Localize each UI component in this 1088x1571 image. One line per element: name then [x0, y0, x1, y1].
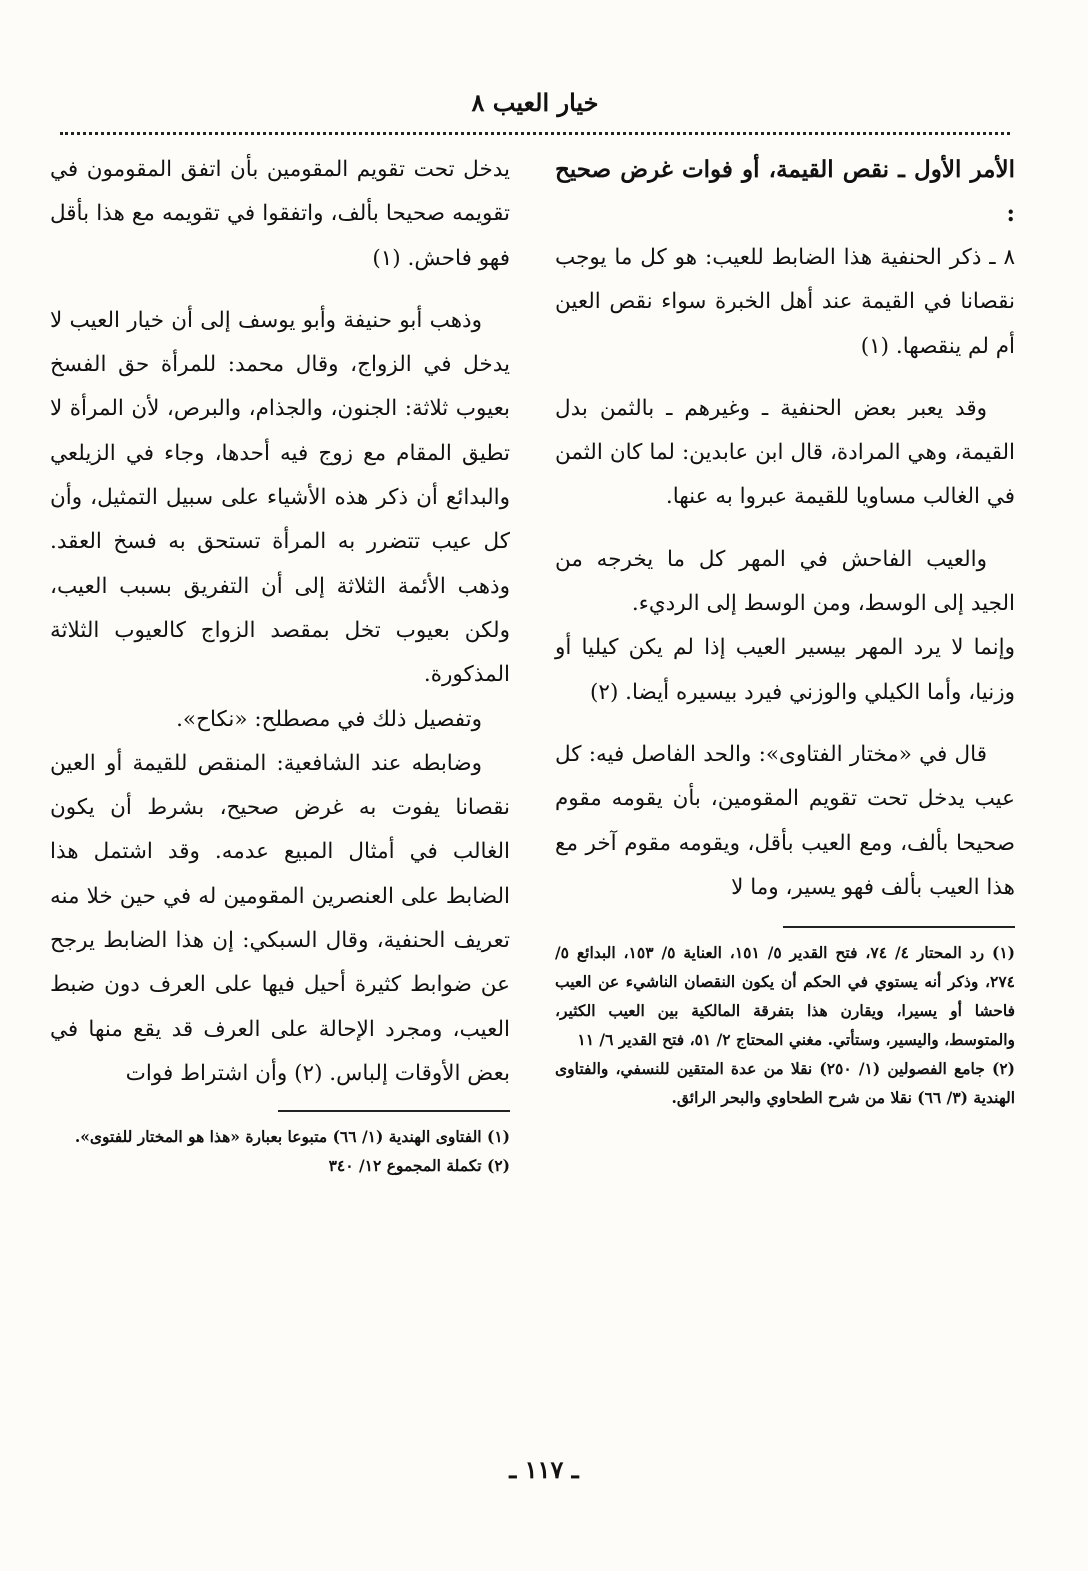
- footnote-divider: [278, 1110, 510, 1112]
- page-number: ـ ١١٧ ـ: [509, 1455, 579, 1484]
- paragraph: وضابطه عند الشافعية: المنقص للقيمة أو العين نقصانا يفوت به غرض صحيح، بشرط أن يكون الغالب في أمثال المبيع عدمه. وقد اشتمل هذا الضابط على العنصرين المقومين له في حين خلا منه تعريف الحنفية، وقال السبكي: إن هذا الضابط يرجح عن ضوابط كثيرة أحيل فيها على العرف دون ضبط العيب، ومجرد الإحالة على العرف قد يقع منها في بعض الأوقات إلباس. (٢) وأن اشتراط فوات: [50, 750, 510, 1086]
- footnote: (١) الفتاوى الهندية (١/ ٦٦) متبوعا بعبارة «هذا هو المختار للفتوى».: [74, 1127, 510, 1147]
- footnote: (١) رد المحتار ٤/ ٧٤، فتح القدير ٥/ ١٥١، العناية ٥/ ١٥٣، البدائع ٥/ ٢٧٤، وذكر أنه يستوي في الحكم أن يكون النقصان الناشيء عن العيب فاحشا أو يسيرا، ويقارن هذا بتفرقة المالكية بين العيب الكثير، والمتوسط، واليسير، وستأتي. مغني المحتاج ٢/ ٥١، فتح القدير ٦/ ١١: [555, 943, 1016, 1050]
- footnote-divider: [783, 926, 1015, 928]
- footnote: (٢) تكملة المجموع ١٢/ ٣٤٠: [328, 1156, 510, 1176]
- paragraph: وقد يعبر بعض الحنفية ـ وغيرهم ـ بالثمن بدل القيمة، وهي المرادة، قال ابن عابدين: لما كان الثمن في الغالب مساويا للقيمة عبروا به عنها.: [555, 395, 1015, 510]
- paragraph: ٨ ـ ذكر الحنفية هذا الضابط للعيب: هو كل ما يوجب نقصانا في القيمة عند أهل الخبرة سواء نقص العين أم لم ينقصها. (١): [555, 245, 1015, 359]
- paragraph: وإنما لا يرد المهر بيسير العيب إذا لم يكن كيليا أو وزنيا، وأما الكيلي والوزني فيرد بيسيره أيضا. (٢): [555, 635, 1015, 705]
- paragraph: قال في «مختار الفتاوى»: والحد الفاصل فيه: كل عيب يدخل تحت تقويم المقومين، بأن يقومه مقوم صحيحا بألف، ومع العيب بأقل، ويقومه مقوم آخر مع هذا العيب بألف فهو يسير، وما لا: [555, 741, 1015, 900]
- footnote: (٢) جامع الفصولين (١/ ٢٥٠) نقلا من عدة المتقين للنسفي، والفتاوى الهندية (٣/ ٦٦) نقلا من شرح الطحاوي والبحر الرائق.: [555, 1059, 1016, 1108]
- paragraph: يدخل تحت تقويم المقومين بأن اتفق المقومون في تقويمه صحيحا بألف، واتفقوا في تقويمه مع هذا بأقل فهو فاحش. (١): [50, 157, 510, 271]
- paragraph: والعيب الفاحش في المهر كل ما يخرجه من الجيد إلى الوسط، ومن الوسط إلى الرديء.: [555, 546, 1015, 617]
- footnotes: [50, 1122, 510, 1180]
- footnotes: [555, 938, 1015, 1112]
- header-divider: [60, 132, 1010, 135]
- paragraph: وتفصيل ذلك في مصطلح: «نكاح».: [176, 706, 482, 732]
- paragraph: وذهب أبو حنيفة وأبو يوسف إلى أن خيار العيب لا يدخل في الزواج، وقال محمد: للمرأة حق الفسخ بعيوب ثلاثة: الجنون، والجذام، والبرص، لأن المرأة لا تطيق المقام مع زوج فيه أحدها، وجاء في الزيلعي والبدائع أن ذكر هذه الأشياء على سبيل التمثيل، وأن كل عيب تتضرر به المرأة تستحق به فسخ العقد. وذهب الأئمة الثلاثة إلى أن التفريق بسبب العيب، ولكن بعيوب تخل بمقصد الزواج كالعيوب الثلاثة المذكورة.: [50, 307, 510, 688]
- running-header: خيار العيب ٨: [471, 88, 599, 117]
- left-column: [50, 148, 510, 1180]
- section-heading: الأمر الأول ـ نقص القيمة، أو فوات غرض صحيح :: [555, 156, 1015, 227]
- right-column: [555, 148, 1015, 1112]
